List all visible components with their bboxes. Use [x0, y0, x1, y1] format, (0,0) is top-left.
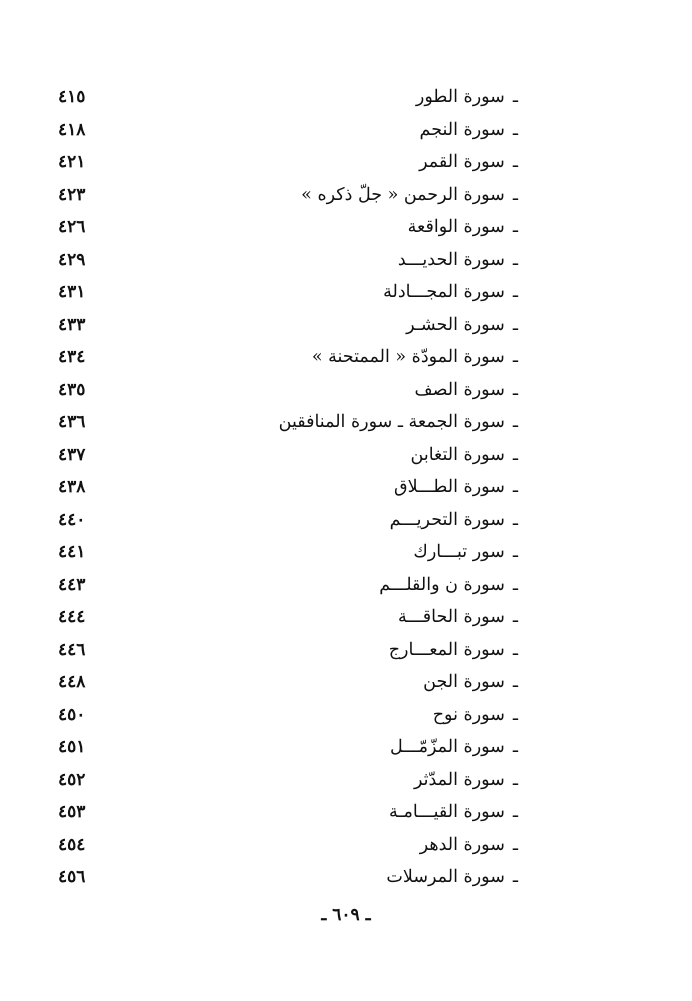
toc-entry-dash: ـ [512, 477, 518, 497]
toc-entry-title: سورة ن والقلـــم [379, 574, 505, 595]
toc-entry-dash: ـ [512, 347, 518, 367]
toc-entry-dash: ـ [512, 87, 518, 107]
toc-entry-dash: ـ [512, 802, 518, 822]
toc-entry-text [394, 471, 518, 504]
toc-entry-dash: ـ [512, 769, 518, 790]
toc-entry [58, 374, 518, 407]
toc-entry-dash: ـ [512, 412, 518, 432]
toc-entry-title: سور تبـــارك [413, 542, 505, 562]
toc-entry-title: سورة الطـــلاق [394, 477, 505, 497]
toc-entry-text [416, 81, 518, 114]
toc-entry-title: سورة الجمعة ـ سورة المنافقين [278, 412, 505, 432]
toc-entry [58, 439, 518, 472]
toc-entry-page-number: ٤٤١ [58, 542, 86, 562]
toc-entry [58, 146, 518, 179]
toc-entry-page-number: ٤١٨ [58, 119, 86, 140]
toc-entry-text [389, 796, 518, 829]
toc-entry-text [390, 731, 518, 764]
toc-entry-title: سورة الرحمن « جلّ ذكره » [301, 184, 505, 205]
page-number: ـ ٦٠٩ ـ [321, 905, 371, 925]
toc-entry-dash: ـ [512, 249, 518, 270]
toc-entry-page-number: ٤٤٠ [58, 509, 86, 530]
toc-entry [58, 861, 518, 894]
toc-entry-text [419, 146, 518, 179]
toc-entry-text [279, 406, 518, 439]
toc-entry-page-number: ٤٤٣ [58, 574, 86, 595]
toc-entry-text [406, 309, 518, 342]
toc-entry-text [398, 244, 518, 277]
toc-entry-title: سورة المجـــادلة [383, 282, 505, 302]
toc-entry-text [420, 114, 518, 147]
toc-entry-dash: ـ [512, 217, 518, 237]
toc-entry-title: سورة المعـــارج [388, 639, 505, 660]
toc-entry [58, 796, 518, 829]
toc-entry-title: سورة الطور [415, 87, 505, 107]
toc-entry-dash: ـ [512, 834, 518, 855]
toc-entry-dash: ـ [512, 737, 518, 757]
toc-entry-text [414, 374, 518, 407]
toc-entry-page-number: ٤٢٦ [58, 217, 86, 237]
toc-entry-dash: ـ [512, 184, 518, 205]
toc-entry-title: سورة الدهر [419, 834, 505, 855]
toc-entry-page-number: ٤٣١ [58, 282, 86, 302]
toc-entry-page-number: ٤٣٤ [58, 347, 86, 367]
toc-entry [58, 341, 518, 374]
toc-entry-title: سورة المدّثر [413, 769, 505, 790]
toc-entry-text [414, 764, 518, 797]
toc-entry-text [413, 536, 518, 569]
toc-entry-text [423, 666, 518, 699]
toc-entry-page-number: ٤٣٧ [58, 444, 86, 465]
toc-entry-page-number: ٤٥١ [58, 737, 86, 757]
toc-entry-text [390, 504, 518, 537]
toc-entry [58, 114, 518, 147]
toc-entry-title: سورة الصف [414, 379, 505, 400]
toc-entry-text [433, 699, 518, 732]
page-footer [0, 905, 692, 925]
toc-entry-text [301, 179, 518, 212]
toc-entry-text [389, 634, 518, 667]
toc-entry-title: سورة الحديـــد [397, 249, 505, 270]
toc-entry-dash: ـ [512, 574, 518, 595]
toc-entry-title: سورة التحريـــم [389, 509, 505, 530]
toc-entry-text [408, 211, 518, 244]
toc-entry-title: سورة الجن [423, 672, 505, 692]
toc-entry-dash: ـ [512, 444, 518, 465]
toc-entry [58, 829, 518, 862]
toc-entry-dash: ـ [512, 314, 518, 335]
toc-entry-page-number: ٤٤٤ [58, 607, 86, 627]
toc-entry-text [379, 569, 518, 602]
toc-entry-page-number: ٤٣٦ [58, 412, 86, 432]
toc-entry-title: سورة المزّمّـــل [389, 737, 505, 757]
toc-entry-dash: ـ [512, 379, 518, 400]
toc-entry-text [411, 439, 518, 472]
toc-entry-title: سورة الحاقـــة [398, 607, 505, 627]
toc-entry-dash: ـ [512, 119, 518, 140]
toc-entry [58, 601, 518, 634]
toc-entry-title: سورة الحشـر [406, 314, 505, 335]
toc-entry-text [398, 601, 518, 634]
toc-entry-dash: ـ [512, 867, 518, 887]
toc-entry-dash: ـ [512, 542, 518, 562]
toc-entry-title: سورة المودّة « الممتحنة » [311, 347, 505, 367]
toc-entry [58, 536, 518, 569]
toc-entry-page-number: ٤٣٨ [58, 477, 86, 497]
toc-entry [58, 471, 518, 504]
toc-entry-text [383, 276, 518, 309]
toc-entry [58, 634, 518, 667]
toc-entry-title: سورة القيـــامـة [389, 802, 505, 822]
toc-entry [58, 764, 518, 797]
toc-entry-page-number: ٤٥٤ [58, 834, 86, 855]
toc-entry [58, 81, 518, 114]
toc-entry [58, 666, 518, 699]
toc-entry-page-number: ٤٢٩ [58, 249, 86, 270]
toc-entry-page-number: ٤٣٥ [58, 379, 86, 400]
toc-entry-title: سورة النجم [419, 119, 505, 140]
toc-entry-text [312, 341, 518, 374]
toc-entry-dash: ـ [512, 639, 518, 660]
toc-entry-page-number: ٤٥٣ [58, 802, 86, 822]
toc-entry-dash: ـ [512, 672, 518, 692]
toc-entry-title: سورة المرسلات [386, 867, 505, 887]
toc-entry [58, 179, 518, 212]
toc-entry-text [386, 861, 518, 894]
toc-entry-title: سورة القمر [419, 152, 505, 172]
toc-entry [58, 569, 518, 602]
toc-entry-page-number: ٤٣٣ [58, 314, 86, 335]
toc-entry-page-number: ٤٤٨ [58, 672, 86, 692]
table-of-contents [58, 81, 518, 894]
toc-entry-page-number: ٤٥٢ [58, 769, 86, 790]
toc-entry-dash: ـ [512, 704, 518, 725]
toc-entry [58, 731, 518, 764]
toc-entry-title: سورة التغابن [410, 444, 505, 465]
toc-entry-dash: ـ [512, 152, 518, 172]
toc-entry-text [420, 829, 518, 862]
toc-entry-page-number: ٤٢٣ [58, 184, 86, 205]
toc-entry [58, 211, 518, 244]
toc-entry-page-number: ٤٢١ [58, 152, 86, 172]
toc-entry [58, 276, 518, 309]
toc-entry-page-number: ٤٤٦ [58, 639, 86, 660]
toc-entry [58, 406, 518, 439]
toc-entry-title: سورة نوح [432, 704, 505, 725]
toc-entry-page-number: ٤٥٦ [58, 867, 86, 887]
toc-entry-title: سورة الواقعة [407, 217, 505, 237]
toc-entry [58, 504, 518, 537]
toc-entry [58, 699, 518, 732]
toc-entry-dash: ـ [512, 509, 518, 530]
toc-entry-page-number: ٤٥٠ [58, 704, 86, 725]
toc-entry [58, 244, 518, 277]
toc-entry-page-number: ٤١٥ [58, 87, 86, 107]
toc-entry [58, 309, 518, 342]
toc-entry-dash: ـ [512, 607, 518, 627]
toc-entry-dash: ـ [512, 282, 518, 302]
